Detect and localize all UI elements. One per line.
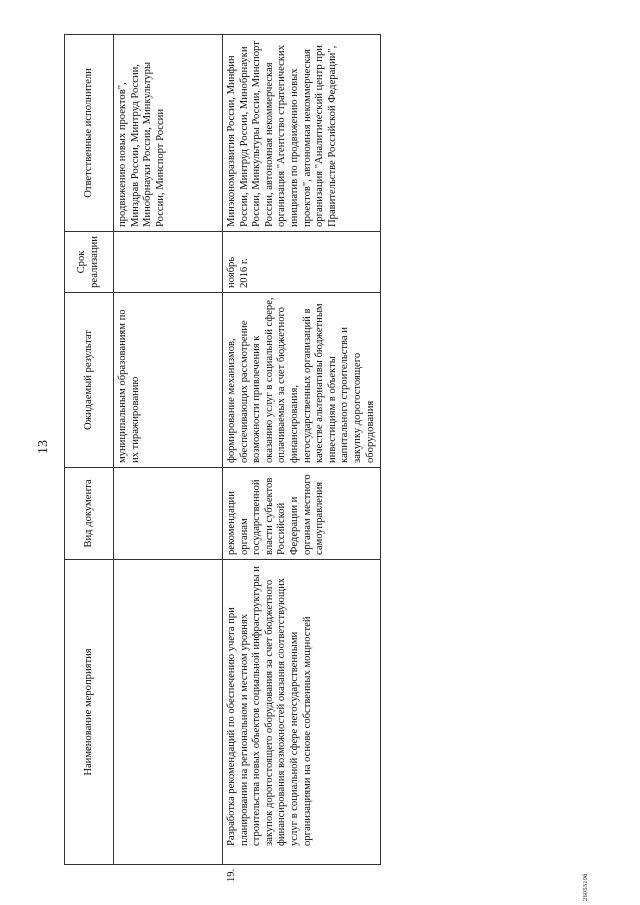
header-term: Срок реализации — [65, 232, 114, 293]
cell-result: муниципальным образованиям по их тиражированию — [114, 293, 223, 468]
measure-name: Разработка рекомендаций по обеспечению учета при планировании на региональном и местном уровнях строительства новых объектов социальной инфраструктуры и закупок дорогостоящего оборудования за счет бюджетного финансирования возможностей оказания соответствующих услуг в социальной сфере негосударственными организациями на основе собственных мощностей — [226, 566, 313, 846]
table-row — [114, 35, 223, 865]
cell-term: ноябрь 2016 г. — [223, 232, 381, 293]
header-doc-type: Вид документа — [65, 468, 114, 560]
cell-term — [114, 232, 223, 293]
row-number: 19. — [226, 868, 237, 882]
cell-name — [223, 560, 381, 882]
measures-table — [64, 34, 381, 882]
cell-doc-type — [114, 468, 223, 560]
header-responsible: Ответственные исполнители — [65, 35, 114, 232]
table-header-row — [65, 35, 114, 865]
cell-responsible: Минэкономразвития России, Минфин России, Минтруд России, Минобрнауки России, Минкультуры России, Минспорт России, автономная некоммерческая организация "Агентство стратегических инициатив по продвижению новых проектов", автономная некоммерческая организация "Аналитический центр при Правительстве Российской Федерации", — [223, 35, 381, 232]
cell-name — [114, 560, 223, 865]
cell-result: формирование механизмов, обеспечивающих рассмотрение возможности привлечения к оказанию услуг в социальной сфере, оплачиваемых за счет бюджетного финансирования, негосударственных организаций в качестве альтернативы бюджетным инвестициям в объекты капитального строительства и закупку дорогостоящего оборудования — [223, 293, 381, 468]
cell-responsible: продвижению новых проектов", Минздрав России, Минтруд России, Минобрнауки России, Минкультуры России, Минспорт России — [114, 35, 223, 232]
page-number: 13 — [36, 440, 51, 454]
header-result: Ожидаемый результат — [65, 293, 114, 468]
header-name: Наименование мероприятия — [65, 560, 114, 865]
table-row — [223, 35, 381, 865]
cell-doc-type: рекомендации органам государственной власти субъектов Российской Федерации и органам местного самоуправления — [223, 468, 381, 560]
document-code: 2605319б — [582, 873, 589, 901]
